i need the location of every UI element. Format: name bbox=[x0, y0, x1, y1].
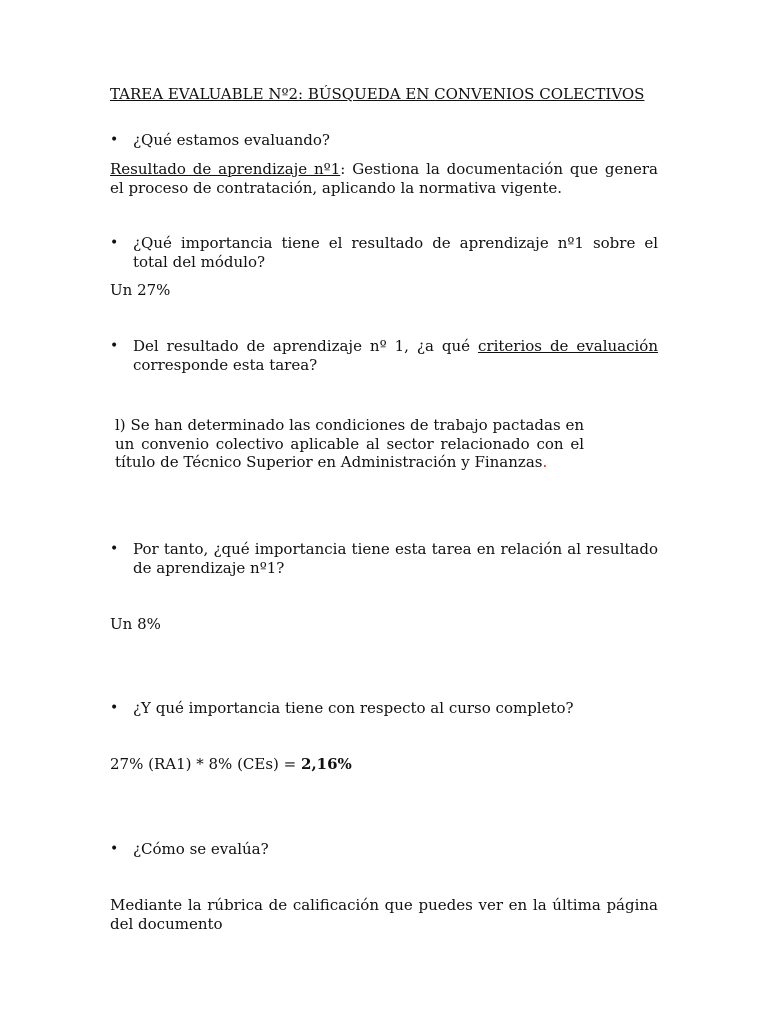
bullet-icon: • bbox=[110, 235, 119, 251]
learning-outcome-paragraph bbox=[110, 160, 658, 197]
question-text bbox=[133, 337, 658, 374]
evaluation-criterion bbox=[115, 416, 584, 472]
document-title: TAREA EVALUABLE Nº2: BÚSQUEDA EN CONVENIOS COLECTIVOS bbox=[110, 85, 645, 103]
answer-outcome-weight: Un 27% bbox=[110, 281, 171, 299]
criterion-period: . bbox=[542, 453, 548, 471]
bullet-icon: • bbox=[110, 841, 119, 857]
bullet-icon: • bbox=[110, 132, 119, 148]
criteria-term: criterios de evaluación bbox=[478, 337, 658, 355]
answer-course-weight bbox=[110, 755, 658, 774]
bullet-icon: • bbox=[110, 338, 119, 354]
question-text: ¿Qué importancia tiene el resultado de aprendizaje nº1 sobre el total del módulo? bbox=[133, 234, 658, 271]
criterion-text: l) Se han determinado las condiciones de trabajo pactadas en un convenio colectivo aplicable al sector relacionado con el título de Técnico Superior en Administración y Finanzas bbox=[115, 416, 584, 471]
learning-outcome-label: Resultado de aprendizaje nº1 bbox=[110, 160, 341, 178]
question-text-end: corresponde esta tarea? bbox=[133, 355, 318, 374]
question-text: ¿Y qué importancia tiene con respecto al curso completo? bbox=[133, 699, 574, 717]
answer-task-weight: Un 8% bbox=[110, 615, 161, 633]
question-text-start: Del resultado de aprendizaje nº 1, ¿a qué bbox=[133, 337, 478, 355]
formula-text: 27% (RA1) * 8% (CEs) = bbox=[110, 755, 302, 773]
question-text: ¿Cómo se evalúa? bbox=[133, 840, 269, 858]
learning-outcome-text: : Gestiona la documentación que genera el proceso de contratación, aplicando la normativa vigente. bbox=[110, 160, 658, 197]
question-text: ¿Qué estamos evaluando? bbox=[133, 131, 330, 149]
formula-result: 2,16% bbox=[301, 755, 352, 773]
bullet-icon: • bbox=[110, 541, 119, 557]
question-text: Por tanto, ¿qué importancia tiene esta tarea en relación al resultado de aprendizaje nº1? bbox=[133, 540, 658, 577]
bullet-icon: • bbox=[110, 700, 119, 716]
answer-how-evaluated: Mediante la rúbrica de calificación que puedes ver en la última página del documento bbox=[110, 896, 658, 933]
